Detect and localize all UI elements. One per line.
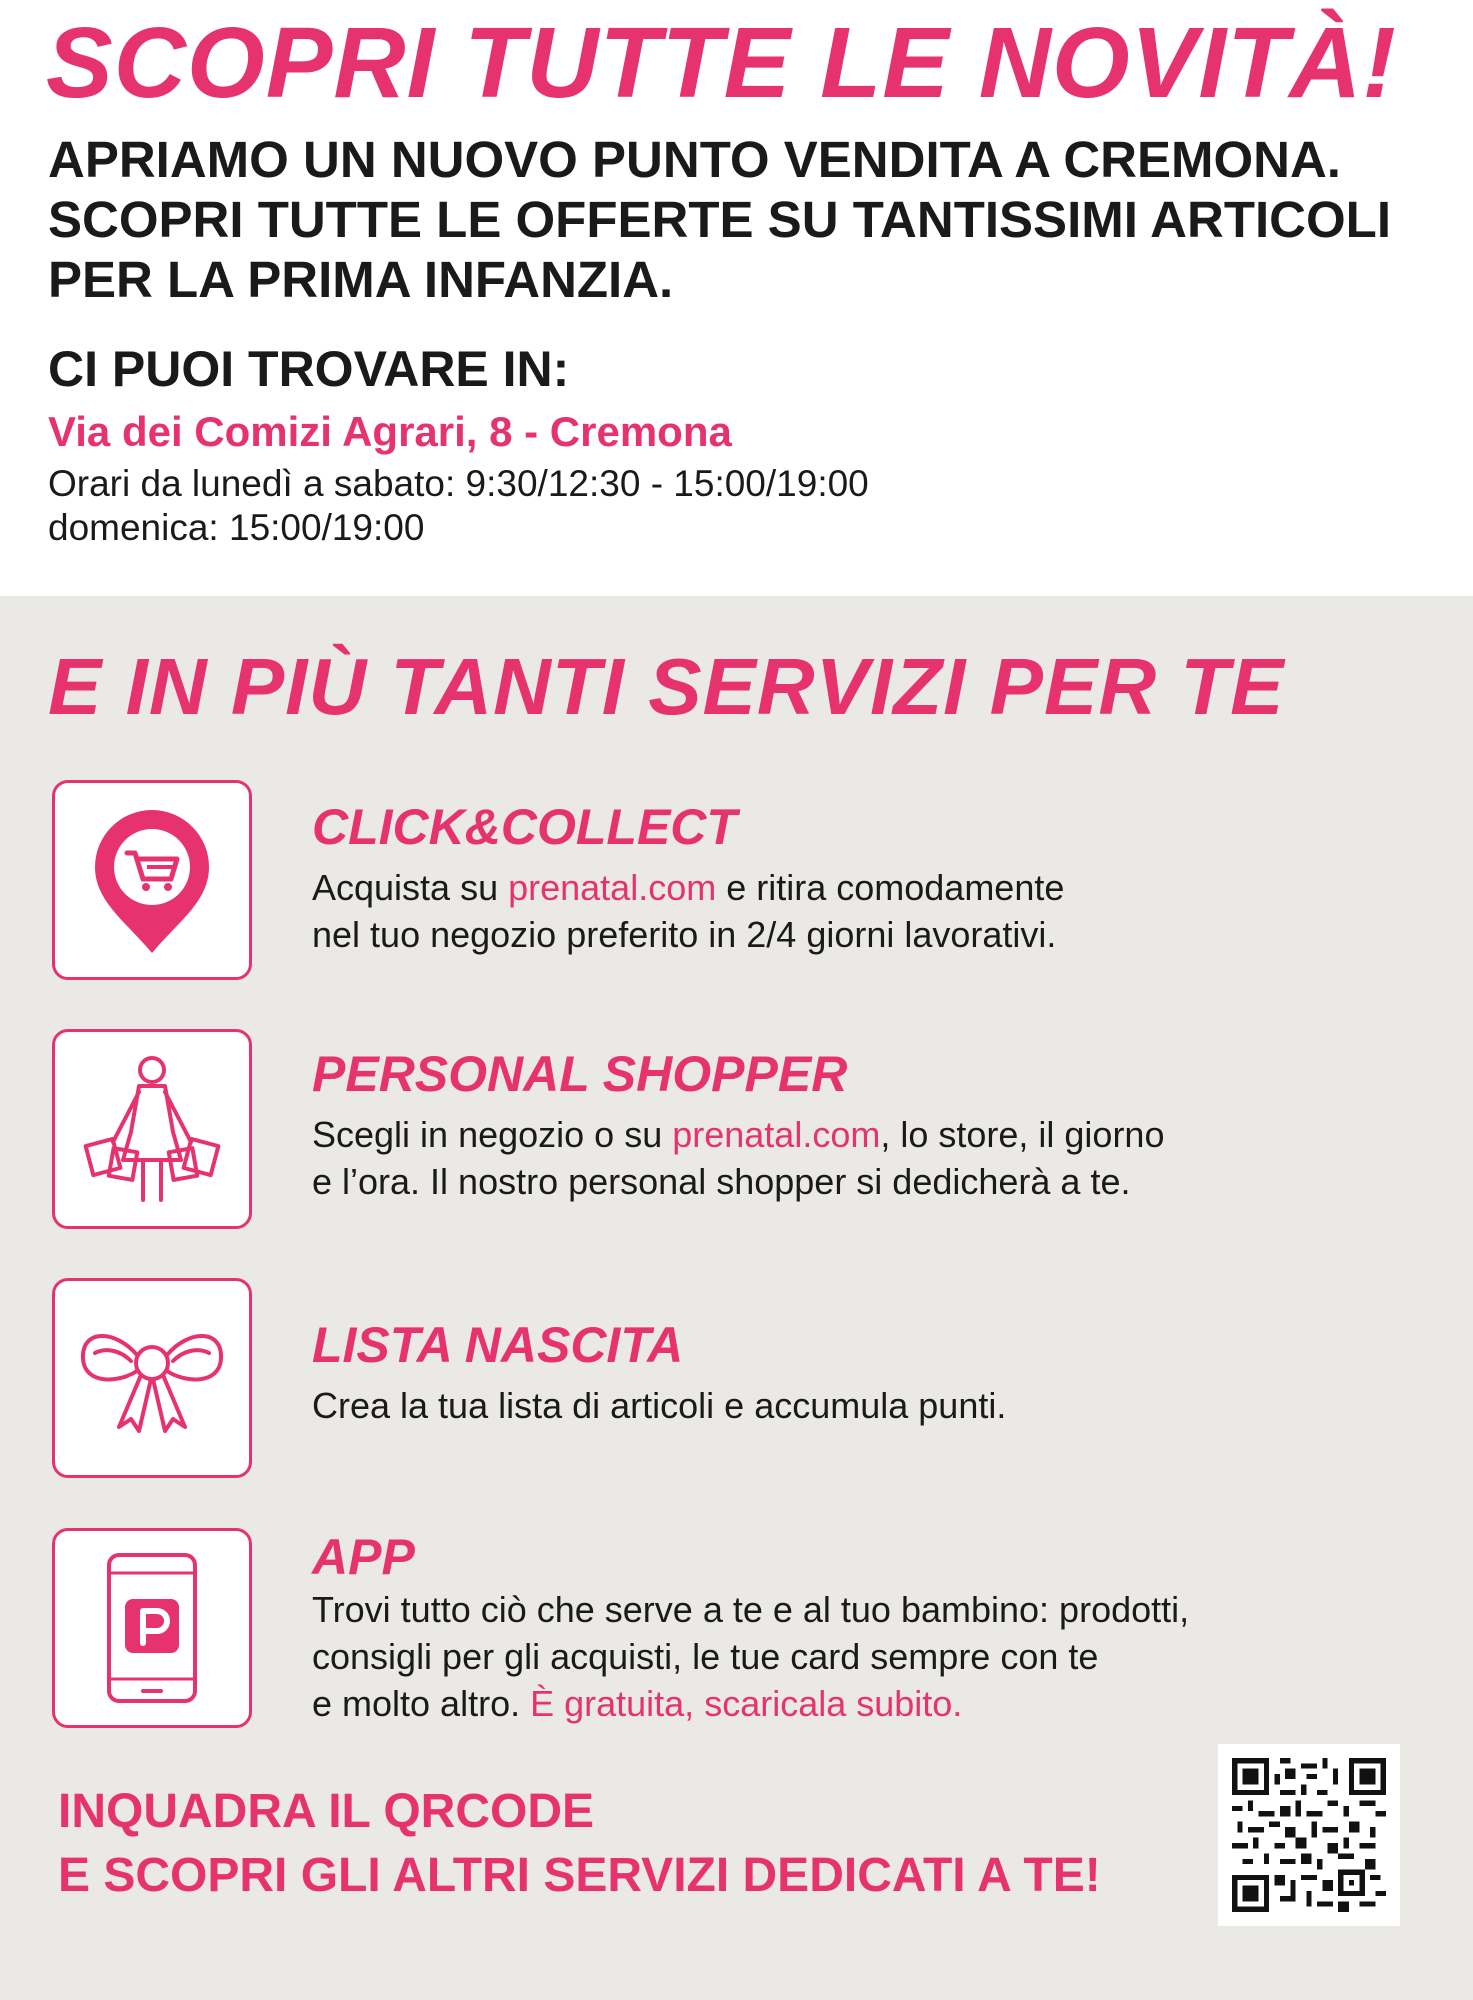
click-collect-title: CLICK&COLLECT [312, 799, 737, 855]
qr-code-icon [1232, 1758, 1386, 1912]
lista-nascita-title: LISTA NASCITA [312, 1317, 684, 1373]
lista-nascita-text-1: Crea la tua lista di articoli e accumula punti. [312, 1385, 1007, 1426]
qr-call-to-action [58, 1780, 1101, 1908]
cta-line-2: E SCOPRI GLI ALTRI SERVIZI DEDICATI A TE! [58, 1849, 1101, 1902]
personal-shopper-text-3: e l’ora. Il nostro personal shopper si dedicherà a te. [312, 1161, 1131, 1202]
click-collect-desc [312, 864, 1312, 958]
click-collect-icon-box [52, 780, 252, 980]
personal-shopper-desc [312, 1111, 1312, 1205]
prenatal-link[interactable]: prenatal.com [508, 867, 717, 908]
app-text-2: consigli per gli acquisti, le tue card sempre con te [312, 1636, 1099, 1677]
shopping-cart-pin-icon [55, 783, 249, 977]
cta-line-1: INQUADRA IL QRCODE [58, 1785, 595, 1838]
location-title: CI PUOI TROVARE IN: [48, 341, 570, 397]
shopper-bags-icon [55, 1032, 249, 1226]
smartphone-app-icon [55, 1531, 249, 1725]
top-section [0, 0, 1473, 596]
personal-shopper-title: PERSONAL SHOPPER [312, 1046, 848, 1102]
store-address: Via dei Comizi Agrari, 8 - Cremona [48, 408, 732, 455]
services-section [0, 596, 1473, 2000]
app-title: APP [312, 1529, 415, 1585]
personal-shopper-text-1: Scegli in negozio o su [312, 1114, 673, 1155]
personal-shopper-text-2: , lo store, il giorno [880, 1114, 1165, 1155]
intro-line-2: SCOPRI TUTTE LE OFFERTE SU TANTISSIMI ARTICOLI [48, 191, 1391, 248]
lista-nascita-desc [312, 1382, 1312, 1429]
app-text-1: Trovi tutto ciò che serve a te e al tuo bambino: prodotti, [312, 1589, 1190, 1630]
qr-code[interactable] [1218, 1744, 1400, 1926]
services-title: E IN PIÙ TANTI SERVIZI PER TE [48, 642, 1285, 731]
intro-line-3: PER LA PRIMA INFANZIA. [48, 251, 674, 308]
headline: SCOPRI TUTTE LE NOVITÀ! [46, 7, 1397, 119]
app-download-link[interactable]: È gratuita, scaricala subito. [530, 1683, 963, 1724]
personal-shopper-icon-box [52, 1029, 252, 1229]
app-icon-box [52, 1528, 252, 1728]
app-desc [312, 1586, 1312, 1727]
prenatal-link[interactable]: prenatal.com [672, 1114, 881, 1155]
hours-weekdays: Orari da lunedì a sabato: 9:30/12:30 - 15:00/19:00 [48, 463, 869, 504]
app-text-3: e molto altro. [312, 1683, 531, 1724]
hours-sunday: domenica: 15:00/19:00 [48, 507, 425, 548]
bow-icon [55, 1281, 249, 1475]
lista-nascita-icon-box [52, 1278, 252, 1478]
intro-line-1: APRIAMO UN NUOVO PUNTO VENDITA A CREMONA. [48, 131, 1341, 188]
intro-text [48, 130, 1428, 310]
click-collect-text-3: nel tuo negozio preferito in 2/4 giorni lavorativi. [312, 914, 1057, 955]
click-collect-text-1: Acquista su [312, 867, 509, 908]
click-collect-text-2: e ritira comodamente [716, 867, 1065, 908]
store-hours [48, 462, 869, 550]
